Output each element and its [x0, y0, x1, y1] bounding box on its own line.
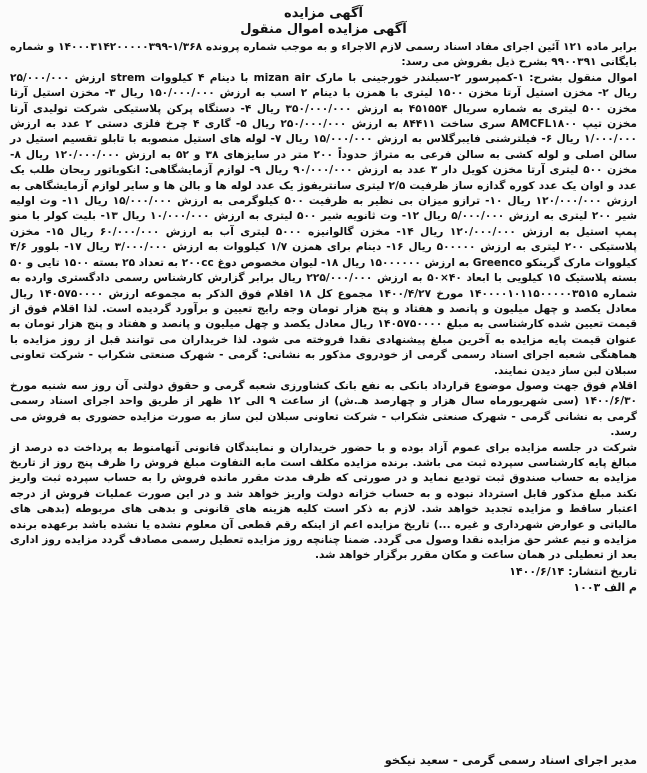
notice-paragraph-3: اقلام فوق جهت وصول موضوع قرارداد بانکی به نفع بانک کشاورزی شعبه گرمی و حقوق دولتی آن روز سه شنبه مورخ ۱۴۰۰/۶/۳۰ (سی شهریورماه سال هزار و چهارصد هـ.ش) از ساعت ۹ الی ۱۲ ظهر از طریق واحد اجرای اسناد رسمی گرمی به نشانی گرمی - شهرک صنعتی شکراب - شرکت تعاونی سبلان لبن ساز به صورت مزایده حضوری به فروش می رسد.	[10, 379, 637, 439]
signature-line: مدیر اجرای اسناد رسمی گرمی - سعید نیکخو	[384, 753, 637, 767]
footer	[10, 753, 637, 767]
notice-paragraph-2: اموال منقول بشرح: ۱-کمپرسور ۲-سیلندر خورجینی با مارک mizan air با دینام ۴ کیلووات strem ارزش ۲۵/۰۰۰/۰۰۰ ریال ۲- مخزن استیل آرتا مخزن ۱۵۰۰ لیتری با همزن با دینام ۲ اسب به ارزش ۱۵۰/۰۰۰/۰۰۰ ریال ۳- مخزن استیل آرتا مخزن ۵۰۰ لیتری به شماره سریال ۴۵۱۵۵۴ به ارزش ۳۵۰/۰۰۰/۰۰۰ ریال ۴- دستگاه پرکن پلاستیکی شرکت تولیدی آرتا مخزن تیپ AMCFL۱۸۰۰ سری ساخت ۸۴۴۱۱ به ارزش ۲۵۰/۰۰۰/۰۰۰ ریال ۵- گاری ۴ چرخ فلزی دستی ۲ عدد به ارزش ۱/۰۰۰/۰۰۰ ریال ۶- فیلترشنی فایبرگلاس به ارزش ۱۵/۰۰۰/۰۰۰ ریال ۷- لوله های استیل منصوبه با تابلو تقسیم استیل در سالن اصلی و لوله کشی به سالن فرعی به متراژ حدوداً ۲۰۰ متر در سایزهای ۳۸ و ۵۲ به ارزش ۱۲۰/۰۰۰/۰۰۰ ریال ۸- مخزن ۵۰۰ لیتری آرتا مخزن کویل دار ۳ عدد به ارزش ۹۰/۰۰۰/۰۰۰ ریال ۹- لوازم آزمایشگاهی: انکوباتور ریحان طلب یک عدد و اوان یک عدد کوره گدازه ساز ظرفیت ۲/۵ لیتری سانتریفوژ یک عدد لوله ها و بالن ها و سایر لوازم آزمایشگاهی به ارزش ۱۲۰/۰۰۰/۰۰۰ ریال ۱۰- ترازو میزان بی نظیر به ظرفیت ۵۰۰ کیلوگرمی به ارزش ۱۵/۰۰۰/۰۰۰ ریال ۱۱- وت اولیه شیر ۲۰۰ لیتری به ارزش ۵/۰۰۰/۰۰۰ ریال ۱۲- وت ثانویه شیر ۵۰۰ لیتری به ارزش ۱۰/۰۰۰/۰۰۰ ریال ۱۳- بلیت کولر با منو پمپ استیل به ارزش ۱۲۰/۰۰۰/۰۰۰ ریال ۱۴- مخزن گالوانیزه ۵۰۰۰ لیتری آب به ارزش ۶۰/۰۰۰/۰۰۰ ریال ۱۵- مخزن پلاستیکی ۲۰۰ لیتری به ارزش ۵۰۰۰۰۰ ریال ۱۶- دینام برای همزن ۱/۷ کیلووات به ارزش ۳/۰۰۰/۰۰۰ ریال ۱۷- بلوور ۴/۶ کیلووات مارک گرینکو Greenco به ارزش ۱۵۰۰۰۰۰۰ ریال ۱۸- لیوان مخصوص دوغ ۲۰۰cc به تعداد ۲۵ بسته ۱۵۰۰ تایی و ۵۰ بسته پلاستیک ۱۵ کیلویی با ابعاد ۴۰×۵۰ به ارزش ۲۲۵/۰۰۰/۰۰۰ ریال برابر گزارش کارشناس رسمی دادگستری وارده به شماره ۱۴۰۰۰۰۱۰۱۱۵۰۰۰۰۰۳۵۱۵ مورخ ۱۴۰۰/۴/۲۷ مجموع کل ۱۸ اقلام فوق الذکر به مجموعه ارزش ۱۴۰۵۷۵۰۰۰۰ ریال معادل یکصد و چهل میلیون و پانصد و هفتاد و پنج هزار تومان وجه رایج تعیین و برآورد گردیده است. لذا اقلام فوق از قیمت تعیین شده کارشناسی به مبلغ ۱۴۰۵۷۵۰۰۰۰ ریال معادل یکصد و چهل میلیون و پانصد و هفتاد و پنج هزار تومان به عنوان قیمت پایه مزایده به آخرین مبلغ پیشنهادی نقدا فروخته می شود. لذا خریداران می توانند قبل از روز مزایده با هماهنگی شعبه اجرای اسناد رسمی گرمی از خودروی مذکور به نشانی: گرمی - شهرک صنعتی شکراب - شرکت تعاونی سبلان لبن ساز دیدن نمایند.	[10, 71, 638, 377]
publish-date: تاریخ انتشار: ۱۴۰۰/۶/۱۴	[509, 564, 637, 578]
reference-code: م الف ۱۰۰۳	[573, 580, 637, 594]
notice-paragraph-1: برابر ماده ۱۲۱ آئین اجرای مفاد اسناد رسمی لازم الاجراء و به موجب شماره پرونده ۱/۳۶۸-۱۴۰۰۰۳۱۴۲۰۰۰۰۰۳۹۹ و شماره بایگانی ۹۹۰۰۳۹۱ بشرح ذیل بفروش می رسد:	[10, 41, 638, 69]
notice-title: آگهی مزایده	[284, 6, 363, 21]
notice-paragraph-4: شرکت در جلسه مزایده برای عموم آزاد بوده و با حضور خریداران و نمایندگان قانونی آنهامنوط به پرداخت ده درصد از مبالغ پایه کارشناسی سپرده ثبت می باشد. برنده مزایده مکلف است مابه التفاوت مبلغ فروش را ظرف پنج روز از تاریخ مزایده به حساب صندوق ثبت تودیع نماید و در صورتی که ظرف مدت مقرر مانده فروش را به حساب سپرده ثبت واریز نکند مبلغ مذکور قابل استرداد نبوده و به حساب خزانه دولت واریز خواهد شد و در این صورت عملیات فروش از درجه اعتبار ساقط و مزایده تجدید خواهد شد. لازم به ذکر است کلیه هزینه های قانونی و بدهی های مربوطه (بدهی های مالیاتی و عوارض شهرداری و غیره ...) تاریخ مزایده اعم از اینکه رقم قطعی آن معلوم نشده یا نشده باشد برعهده برنده مزایده و نیم عشر حق مزایده نقدا وصول می گردد. ضمنا چنانچه روز مزایده تعطیل رسمی مصادف گردد مزایده روز اداری بعد از تعطیلی در همان ساعت و مکان مقرر برگزار خواهد شد.	[10, 441, 637, 562]
notice-subtitle: آگهی مزایده اموال منقول	[240, 22, 407, 37]
